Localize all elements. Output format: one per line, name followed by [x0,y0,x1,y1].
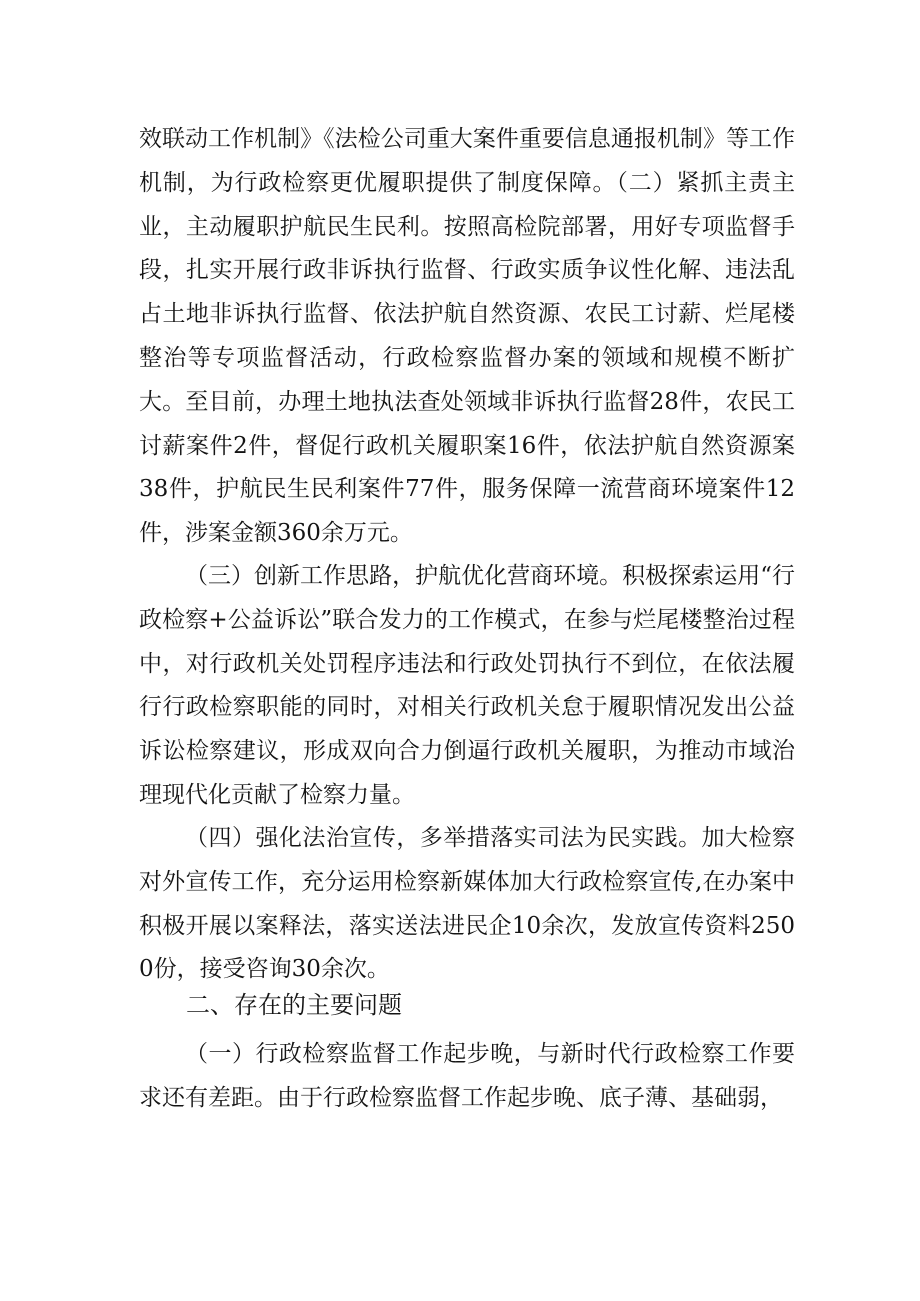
body-paragraph-3: （四）强化法治宣传，多举措落实司法为民实践。加大检察对外宣传工作，充分运用检察新媒体加大行政检察宣传,在办案中积极开展以案释法，落实送法进民企10余次，发放宣传资料2500份，接受咨询30余次。 [139,825,795,983]
body-paragraph-1: 效联动工作机制》《法检公司重大案件重要信息通报机制》等工作机制，为行政检察更优履职提供了制度保障。（二）紧抓主责主业，主动履职护航民生民利。按照高检院部署，用好专项监督手段，扎实开展行政非诉执行监督、行政实质争议性化解、违法乱占土地非诉执行监督、依法护航自然资源、农民工讨薪、烂尾楼整治等专项监督活动，行政检察监督办案的领域和规模不断扩大。至目前，办理土地执法查处领域非诉执行监督28件，农民工讨薪案件2件，督促行政机关履职案16件，依法护航自然资源案38件，护航民生民利案件77件，服务保障一流营商环境案件12件，涉案金额360余万元。 [139,126,795,547]
body-paragraph-2: （三）创新工作思路，护航优化营商环境。积极探索运用“行政检察+公益诉讼”联合发力的工作模式，在参与烂尾楼整治过程中，对行政机关处罚程序违法和行政处罚执行不到位，在依法履行行政检察职能的同时，对相关行政机关怠于履职情况发出公益诉讼检察建议，形成双向合力倒逼行政机关履职，为推动市域治理现代化贡献了检察力量。 [139,563,795,808]
section-heading: 二、存在的主要问题 [186,991,402,1019]
body-paragraph-4: （一）行政检察监督工作起步晚，与新时代行政检察工作要求还有差距。由于行政检察监督工作起步晚、底子薄、基础弱， [139,1041,795,1111]
